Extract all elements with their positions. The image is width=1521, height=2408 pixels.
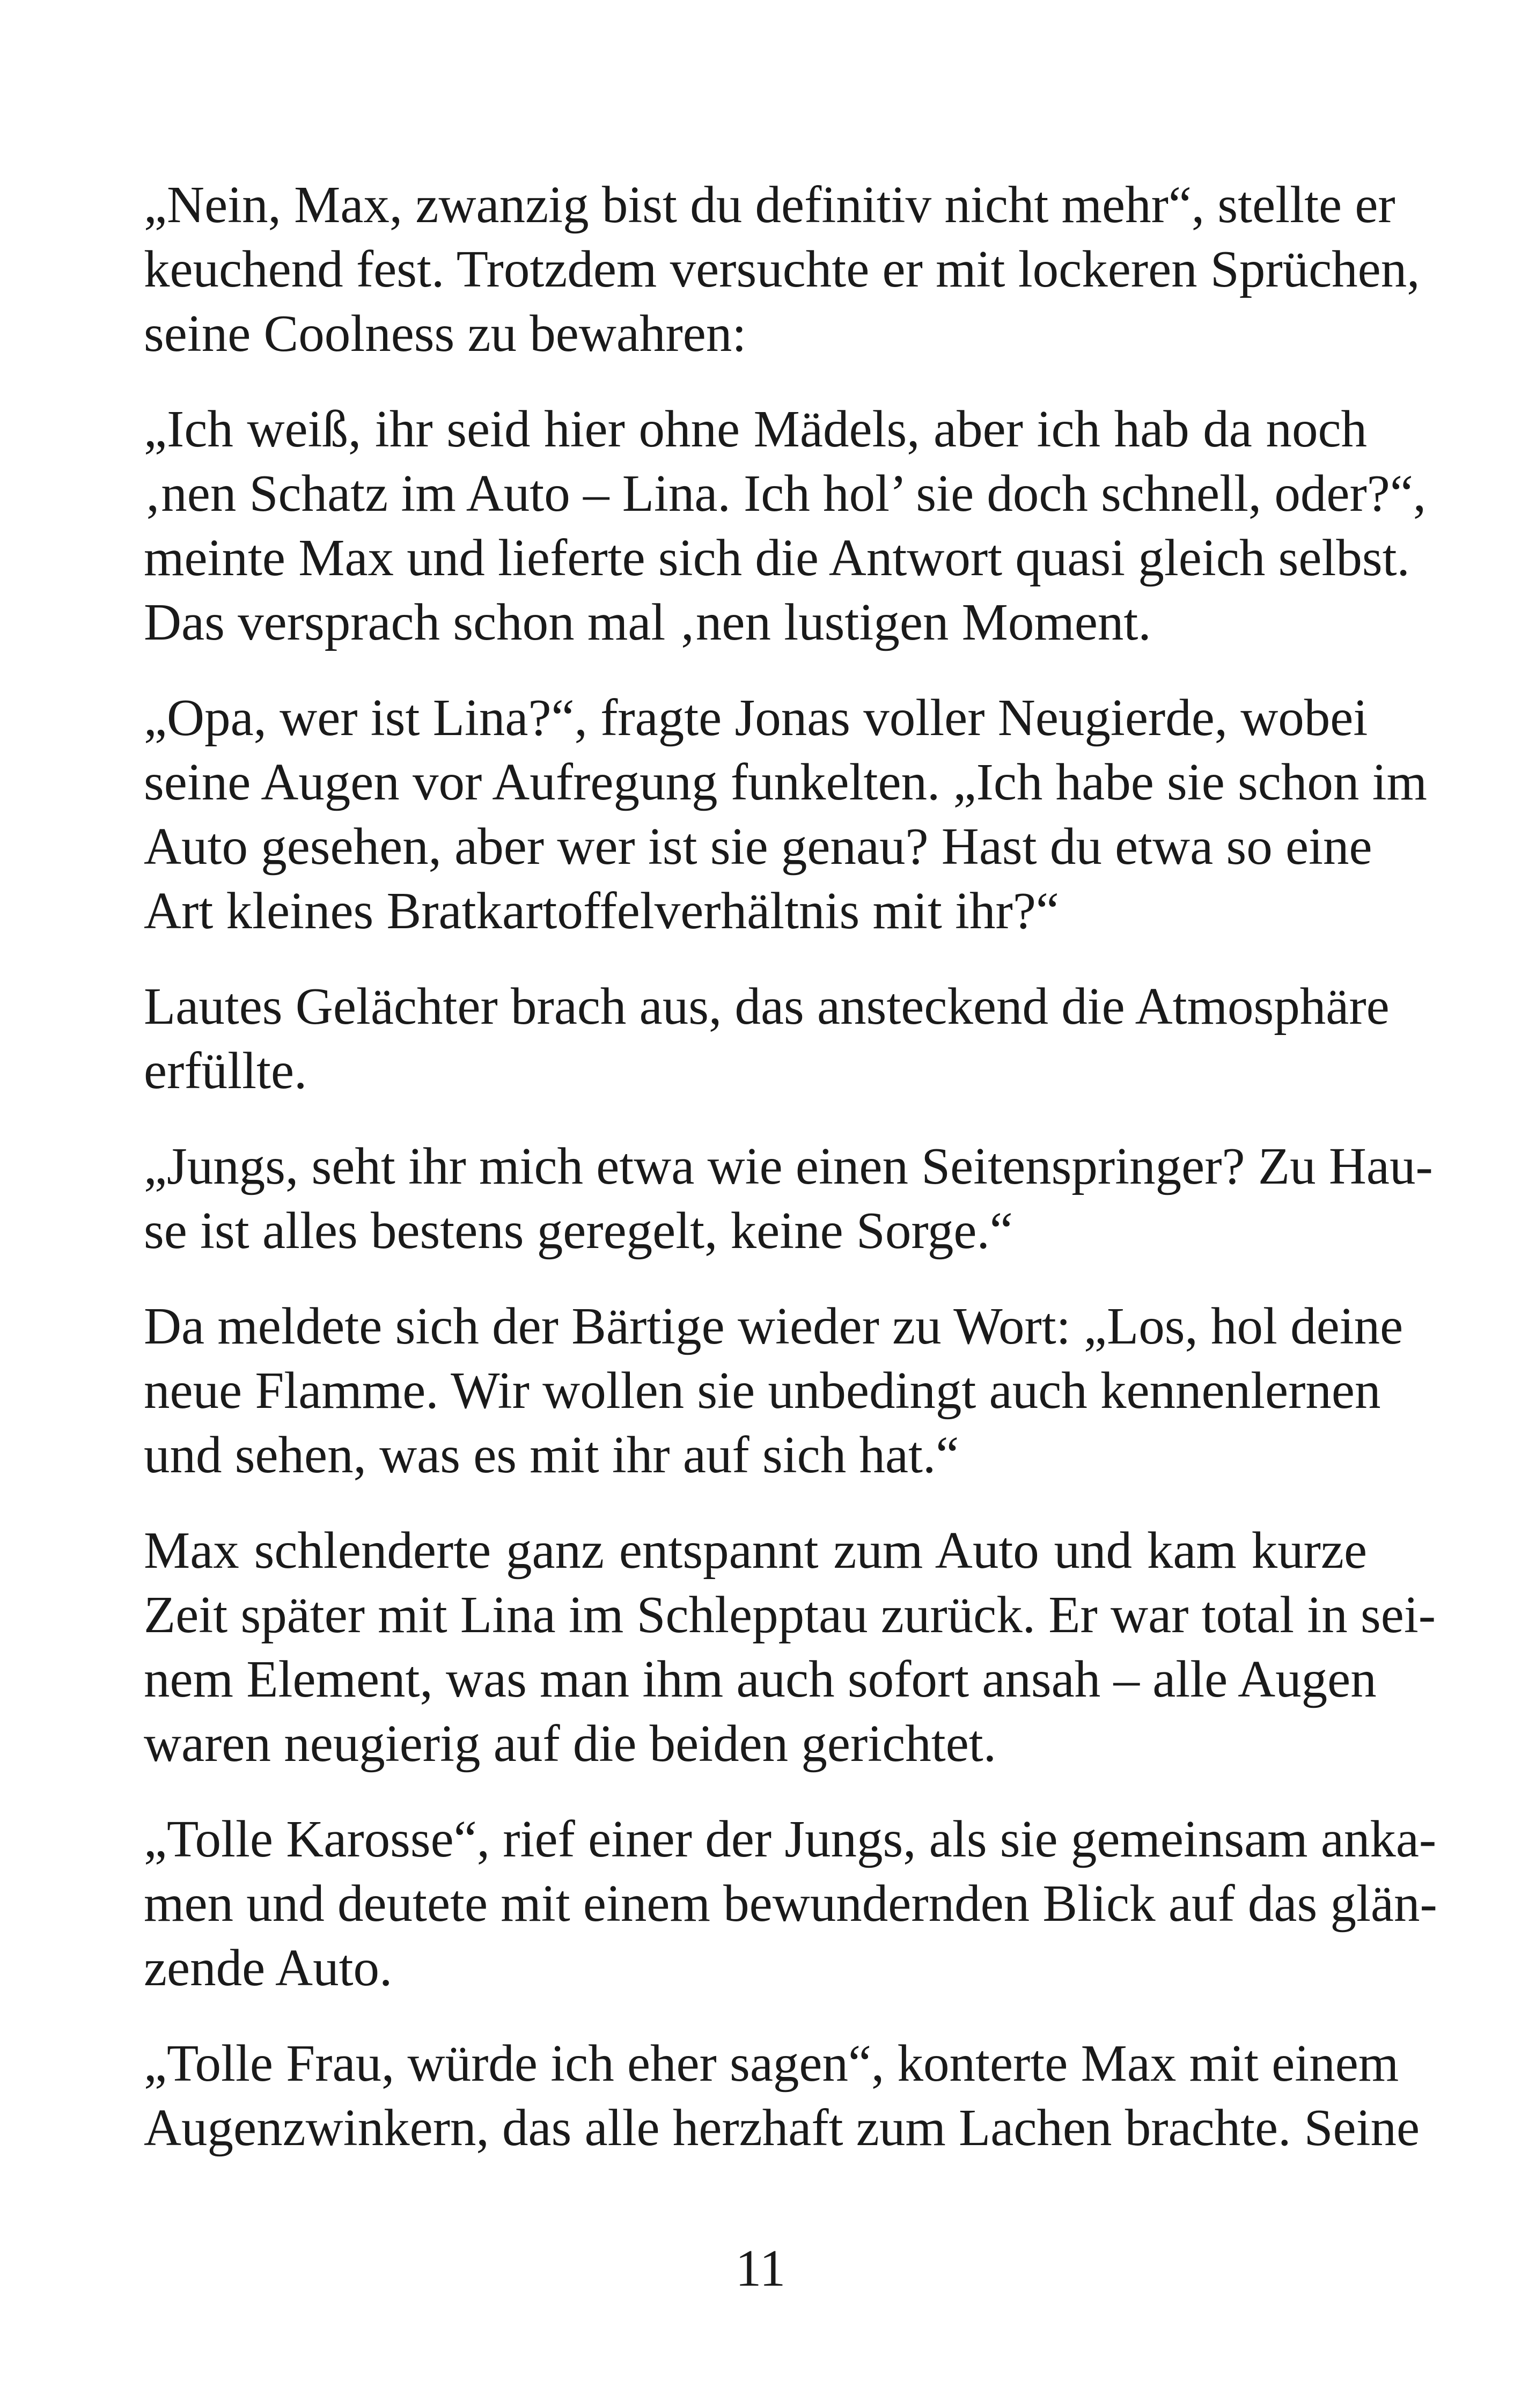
text-line: „Opa, wer ist Lina?“, fragte Jonas voller Neugierde, wobei xyxy=(144,689,1368,746)
paragraph xyxy=(144,974,1390,1103)
text-line: Lautes Gelächter brach aus, das ansteckend die Atmosphäre xyxy=(144,978,1390,1035)
paragraph xyxy=(144,1518,1436,1776)
text-line: neue Flamme. Wir wollen sie unbedingt auch kennenlernen xyxy=(144,1362,1381,1419)
text-line: „Jungs, seht ihr mich etwa wie einen Seitenspringer? Zu Hau- xyxy=(144,1137,1433,1195)
paragraph xyxy=(144,686,1427,943)
text-line: und sehen, was es mit ihr auf sich hat.“ xyxy=(144,1426,959,1484)
text-line: ‚nen Schatz im Auto – Lina. Ich hol’ sie doch schnell, oder?“, xyxy=(144,465,1427,522)
page-number: 11 xyxy=(735,2240,786,2297)
text-line: seine Coolness zu bewahren: xyxy=(144,305,747,362)
text-line: „Nein, Max, zwanzig bist du definitiv nicht mehr“, stellte er xyxy=(144,176,1395,233)
text-line: „Tolle Frau, würde ich eher sagen“, konterte Max mit einem xyxy=(144,2035,1399,2092)
text-line: nem Element, was man ihm auch sofort ansah – alle Augen xyxy=(144,1650,1377,1708)
paragraph xyxy=(144,173,1420,366)
text-line: se ist alles bestens geregelt, keine Sorge.“ xyxy=(144,1202,1013,1259)
text-line: seine Augen vor Aufregung funkelten. „Ich habe sie schon im xyxy=(144,753,1427,811)
text-line: Zeit später mit Lina im Schlepptau zurück. Er war total in sei- xyxy=(144,1586,1436,1643)
text-line: Max schlenderte ganz entspannt zum Auto und kam kurze xyxy=(144,1522,1367,1579)
text-line: Das versprach schon mal ‚nen lustigen Moment. xyxy=(144,593,1151,651)
body-text xyxy=(144,173,1437,2191)
text-line: Art kleines Bratkartoffelverhältnis mit ihr?“ xyxy=(144,882,1059,939)
paragraph xyxy=(144,397,1427,655)
text-line: „Tolle Karosse“, rief einer der Jungs, als sie gemeinsam anka- xyxy=(144,1810,1437,1868)
text-line: „Ich weiß, ihr seid hier ohne Mädels, aber ich hab da noch xyxy=(144,400,1367,458)
text-line: meinte Max und lieferte sich die Antwort quasi gleich selbst. xyxy=(144,529,1410,586)
text-line: men und deutete mit einem bewundernden Blick auf das glän- xyxy=(144,1875,1437,1932)
text-line: Auto gesehen, aber wer ist sie genau? Hast du etwa so eine xyxy=(144,818,1372,875)
paragraph xyxy=(144,2031,1420,2160)
text-line: keuchend fest. Trotzdem versuchte er mit lockeren Sprüchen, xyxy=(144,240,1420,298)
paragraph xyxy=(144,1807,1437,2000)
text-line: Da meldete sich der Bärtige wieder zu Wort: „Los, hol deine xyxy=(144,1297,1404,1355)
paragraph xyxy=(144,1134,1433,1263)
text-line: Augenzwinkern, das alle herzhaft zum Lachen brachte. Seine xyxy=(144,2099,1420,2156)
text-line: erfüllte. xyxy=(144,1042,307,1099)
paragraph xyxy=(144,1294,1404,1487)
text-line: zende Auto. xyxy=(144,1939,393,1996)
text-line: waren neugierig auf die beiden gerichtet. xyxy=(144,1715,996,1772)
